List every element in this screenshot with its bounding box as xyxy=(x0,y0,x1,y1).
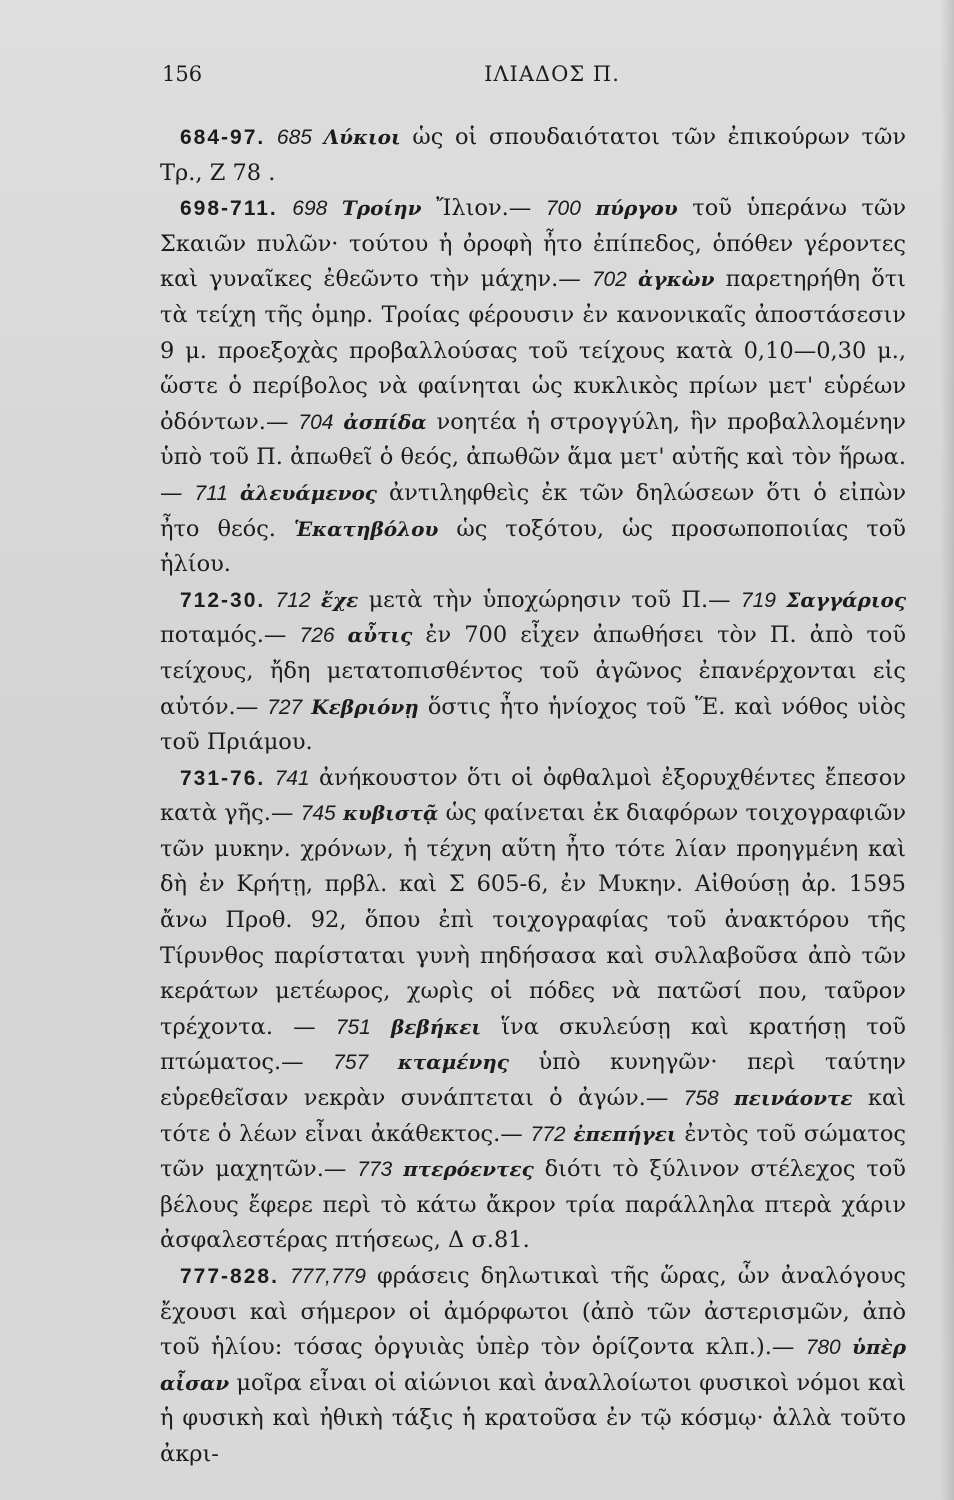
commentary-text: νοητέα ἡ στρογγύλη, ἣν προβαλλομένην ὑπὸ τοῦ Π. ἀπωθεῖ ὁ θεός, ἀπωθῶν ἅμα μετ' αὐτῆς καὶ τὸν ἥρωα. — xyxy=(160,408,906,506)
line-number: 751 xyxy=(335,1015,371,1039)
lemma-term: ὑπὲρ αἶσαν xyxy=(160,1335,906,1395)
commentary-text: ὡς οἱ σπουδαιότατοι τῶν ἐπικούρων τῶν Τρ., Ζ 78 . xyxy=(160,124,907,186)
lemma-term: Σαγγάριος xyxy=(786,587,907,612)
line-number: 719 xyxy=(740,588,776,612)
lemma-term: Τροίην xyxy=(341,196,422,221)
line-range-reference: 698-711. xyxy=(180,197,278,221)
commentary-text: διότι τὸ ξύλινον στέλεχος τοῦ βέλους ἔφερε περὶ τὸ κάτω ἄκρον τρία παράλληλα πτερὰ χάριν ἀσφαλεστέρας πτήσεως, Δ σ.81. xyxy=(160,1156,906,1254)
lemma-term: ἐπεπήγει xyxy=(573,1121,677,1146)
line-number: 702 xyxy=(591,268,627,292)
line-number: 698 xyxy=(292,197,328,221)
lemma-term: κταμένης xyxy=(397,1050,509,1075)
commentary-text: παρετηρήθη ὅτι τὰ τείχη τῆς ὁμηρ. Τροίας φέρουσιν ἐν κανονικαῖς ἀποστάσεσιν 9 μ. προεξοχὰς προβαλλούσας τοῦ τείχους κατὰ 0,10—0,30 μ., ὥστε ὁ περίβολος νὰ φαίνηται ὡς κυκλικὸς πρίων μετ' εὑρέων ὀδόντων.— xyxy=(160,266,907,435)
line-number: 777,779 xyxy=(289,1265,366,1288)
running-head xyxy=(162,62,902,92)
lemma-term: πτερόεντες xyxy=(403,1157,534,1182)
commentary-text: μετὰ τὴν ὑποχώρησιν τοῦ Π.— xyxy=(368,586,731,613)
line-number: 685 xyxy=(276,126,312,149)
commentary-text: καὶ τότε ὁ λέων εἶναι ἀκάθεκτος.— xyxy=(160,1085,906,1147)
commentary-text: ὑπὸ κυνηγῶν· περὶ ταύτην εὑρεθεῖσαν νεκρὰν συνάπτεται ὁ ἀγών.— xyxy=(160,1049,906,1112)
commentary-text: ἵνα σκυλεύσῃ καὶ κρατήσῃ τοῦ πτώματος.— xyxy=(160,1013,906,1076)
line-number: 711 xyxy=(194,481,228,505)
lemma-term: ἀλευάμενος xyxy=(239,480,377,505)
commentary-paragraph xyxy=(160,583,906,761)
commentary-paragraph xyxy=(160,761,906,1259)
line-number: 772 xyxy=(530,1122,566,1146)
commentary-text: ὡς φαίνεται ἐκ διαφόρων τοιχογραφιῶν τῶν μυκην. χρόνων, ἡ τέχνη αὕτη ἦτο τότε λίαν προηγμένη καὶ δὴ ἐν Κρήτῃ, πρβλ. καὶ Σ 605-6, ἐν Μυκην. Αἰθούσῃ ἀρ. 1595 ἄνω Προθ. 92, ὅπου ἐπὶ τοιχογραφίας τοῦ ἀνακτόρου τῆς Τίρυνθος παρίσταται γυνὴ πηδήσασα καὶ συλλαβοῦσα ἀπὸ τῶν κεράτων μετέωρος, χωρὶς οἱ πόδες νὰ πατῶσί που, ταῦρον τρέχοντα. — xyxy=(160,800,907,1040)
line-range-reference: 684-97. xyxy=(180,126,266,149)
lemma-term: Ἑκατηβόλου xyxy=(293,516,439,541)
commentary-text: ὅστις ἦτο ἡνίοχος τοῦ Ἕ. καὶ νόθος υἱὸς τοῦ Πριάμου. xyxy=(160,693,907,756)
page-number: 156 xyxy=(162,62,203,86)
commentary-body xyxy=(160,120,906,1473)
lemma-term: ἀσπίδα xyxy=(343,409,427,434)
lemma-term: Λύκιοι xyxy=(323,125,401,149)
line-number: 780 xyxy=(805,1336,841,1360)
commentary-text: ὡς τοξότου, ὡς προσωποποιίας τοῦ ἡλίου. xyxy=(160,515,906,578)
page-title: ΙΛΙΑΔΟΣ Π. xyxy=(484,62,620,86)
commentary-text: Ἴλιον.— xyxy=(436,195,532,222)
page-binding-shadow xyxy=(940,0,954,1500)
commentary-text: ἀντιληφθεὶς ἐκ τῶν δηλώσεων ὅτι ὁ εἰπὼν ἦτο θεός. xyxy=(160,479,907,542)
commentary-text: μοῖρα εἶναι οἱ αἰώνιοι καὶ ἀναλλοίωτοι φυσικοὶ νόμοι καὶ ἡ φυσικὴ καὶ ἠθικὴ τάξις ἡ κρατοῦσα ἐν τῷ κόσμῳ· ἀλλὰ τοῦτο ἀκρι- xyxy=(160,1369,907,1467)
line-number: 727 xyxy=(267,695,303,719)
line-range-reference: 712-30. xyxy=(180,588,266,612)
lemma-term: ἔχε xyxy=(320,587,359,612)
commentary-text: ἐντὸς τοῦ σώματος τῶν μαχητῶν.— xyxy=(160,1120,906,1183)
commentary-text: τοῦ ὑπεράνω τῶν Σκαιῶν πυλῶν· τούτου ἡ ὀροφὴ ἦτο ἐπίπεδος, ὁπόθεν γέροντες καὶ γυναῖκες ἐθεῶντο τὴν μάχην.— xyxy=(160,195,907,293)
lemma-term: πύργου xyxy=(595,196,678,221)
line-number: 704 xyxy=(298,410,334,434)
line-range-reference: 777-828. xyxy=(180,1265,279,1288)
commentary-text: ποταμός.— xyxy=(160,622,287,649)
commentary-text: ἀνήκουστον ὅτι οἱ ὀφθαλμοὶ ἐξορυχθέντες ἔπεσον κατὰ γῆς.— xyxy=(160,764,907,827)
line-range-reference: 731-76. xyxy=(180,766,266,790)
line-number: 700 xyxy=(545,197,581,221)
commentary-paragraph xyxy=(160,120,906,191)
line-number: 712 xyxy=(275,588,311,612)
lemma-term: κυβιστᾷ xyxy=(342,801,439,826)
commentary-text: ἐν 700 εἶχεν ἀπωθήσει τὸν Π. ἀπὸ τοῦ τείχους, ἤδη μετατοπισθέντος τοῦ ἀγῶνος ἐπανέρχονται εἰς αὐτόν.— xyxy=(160,622,907,720)
line-number: 741 xyxy=(274,766,310,790)
lemma-term: πεινάοντε xyxy=(734,1086,853,1111)
line-number: 758 xyxy=(683,1087,719,1111)
commentary-paragraph xyxy=(160,191,906,583)
lemma-term: Κεβριόνῃ xyxy=(311,694,419,719)
lemma-term: βεβήκει xyxy=(390,1014,482,1039)
line-number: 773 xyxy=(357,1158,393,1182)
line-number: 726 xyxy=(299,624,335,648)
line-number: 757 xyxy=(333,1051,369,1075)
commentary-paragraph xyxy=(160,1259,906,1473)
lemma-term: αὖτις xyxy=(347,623,413,648)
lemma-term: ἀγκὼν xyxy=(637,267,715,292)
commentary-text: φράσεις δηλωτικαὶ τῆς ὥρας, ὧν ἀναλόγους ἔχουσι καὶ σήμερον οἱ ἀμόρφωτοι (ἀπὸ τῶν ἀστερισμῶν, ἀπὸ τοῦ ἡλίου: τόσας ὀργυιὰς ὑπὲρ τὸν ὁρίζοντα κλπ.).— xyxy=(160,1263,907,1361)
line-number: 745 xyxy=(300,802,336,826)
